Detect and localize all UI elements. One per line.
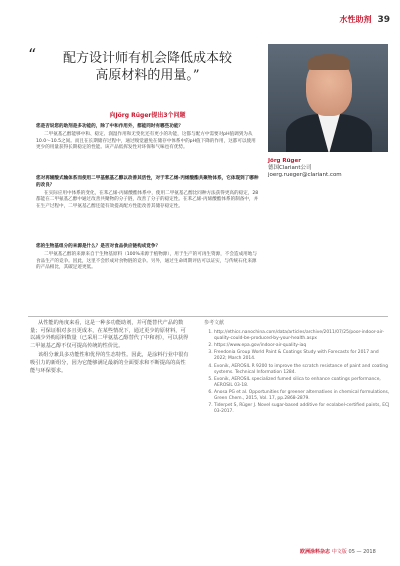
footer-edition: 中文版 xyxy=(331,549,347,555)
pull-quote xyxy=(28,45,255,84)
author-name: Jörg Rüger xyxy=(268,158,301,164)
reference-item: 1. http://ethics.nanochina.com/data/articles/archive/2011/07/25/poor-indoor-air-quality-could-be-produced-by-your-health.aspx xyxy=(214,330,392,342)
qa-block-2 xyxy=(36,176,260,214)
section-divider xyxy=(28,316,388,317)
author-company: 德国Clariant公司 xyxy=(268,165,312,171)
question: 您对再辅酸式输体系而使用二甲基氨基乙醇以改善其活性，对于苯乙烯-丙烯酸酯共聚物体系，它体现到了哪种的改良？ xyxy=(36,176,259,188)
body-paragraph: 该组分兼具多功能性和优异的生态特性。因此，是涂料行业中很有吸引力的新组分，因为它能够满足最新的全面要求和不断提高的高性能与环保要求。 xyxy=(30,352,189,374)
section-title: 水性助剂 xyxy=(339,15,372,24)
reference-item: 7. Tiderpet S, Rüger J. Novel sugar-based additive for ecolabel-certified paints, ECJ 03-2017. xyxy=(214,403,392,415)
qa-block-1 xyxy=(36,124,260,155)
references-title: 参考文献 xyxy=(204,320,225,326)
body-paragraph: 从性能的角度来看，这是一种多功能助剂，并可能替代产品的数量；可保证相对多且更成本，在某些情况下，通过更少的原材料，可以减少外购原料数量（已采用二甲氨基乙醇替代了中和剂），可以获得二甲氨基乙醇不仅可提高传统的性价比。 xyxy=(30,320,189,349)
reference-item: 5. Evonik, AEROSIL specialized fumed silica to enhance coatings performance, AEROSIL 03-18. xyxy=(214,377,392,389)
body-text-column xyxy=(30,320,190,377)
page-number: 39 xyxy=(377,14,390,25)
footer-issue: 05 — 2018 xyxy=(348,549,376,555)
answer: 在实际应用中体系的变化，在苯乙烯-丙烯酸酯体系中，使用二甲氨基乙醇比同种方法获得更高的稳定，28 都能在二甲氨基乙醇中通过改善共聚物的分子链，改善了分子的稳定性。在苯乙烯-丙烯酸酯体系的制备中，并在生产过程中，二甲氨基乙醇还能有效提高配方性能改善其储存稳定性。 xyxy=(36,190,259,210)
references xyxy=(204,320,392,416)
footer-journal: 欧洲涂料杂志 xyxy=(300,549,331,555)
answer: 二甲氨基乙醇能够中和、稳定、润湿作用和无变化还有更小的功能，这都与配方中需要对pH值调到为从10.0～10.5之间。而且在长期储存过程中，通过嗅觉避免在储存中体系中的pH值下降的作用，这都可以使用更少的用量获得长期稳定的性能。该产品低挥发性对环保和气味也有优势。 xyxy=(36,131,256,151)
photo-hair xyxy=(308,54,350,70)
qa-block-3 xyxy=(36,244,260,275)
pull-quote-line2: 高原材料的用量。” xyxy=(95,68,200,83)
question: 您是否说您的助剂是多功能的，除了中和作用外，都能同时有哪些功能？ xyxy=(36,124,184,129)
page-footer xyxy=(300,548,376,555)
answer: 二甲氨基乙醇的来源来自于生物基原料（100%来源于植物源），用于生产的可再生资源，不会造成用地与食品生产的竞争。因此，这里不会形成对食物链的竞争。另外，通过生命周期评估可以证实，与传统石化来源的产品相比，其碳足迹更低。 xyxy=(36,251,257,271)
question: 您的生物基组分的来源是什么？是否对食品供应链构成竞争？ xyxy=(36,244,161,249)
pull-quote-line1: 配方设计师有机会降低成本较 xyxy=(62,51,232,66)
author-caption xyxy=(268,158,342,179)
reference-item: 2. https://www.epa.gov/indoor-air-quality-iaq xyxy=(214,343,392,349)
interview-heading: 向Jörg Rüger提出3个问题 xyxy=(109,112,186,119)
reference-item: 4. Evonik, AEROSIL R 9200 to improve the scratch resistance of paint and coating systems. Technical Information 1284. xyxy=(214,364,392,376)
author-photo xyxy=(268,44,388,152)
references-list xyxy=(204,330,392,415)
author-email: joerg.rueger@clariant.com xyxy=(268,172,342,178)
reference-item: 3. Freedonia Group World Paint & Coatings Study with Forecasts for 2017 and 2022; March 2014. xyxy=(214,350,392,362)
open-quote-mark: “ xyxy=(28,45,37,64)
reference-item: 6. Anosa PG et al. Opportunities for greener alternatives in chemical formulations, Green Chem., 2015, Vol. 17, pp.2868-2879. xyxy=(214,390,392,402)
running-header xyxy=(339,14,390,25)
